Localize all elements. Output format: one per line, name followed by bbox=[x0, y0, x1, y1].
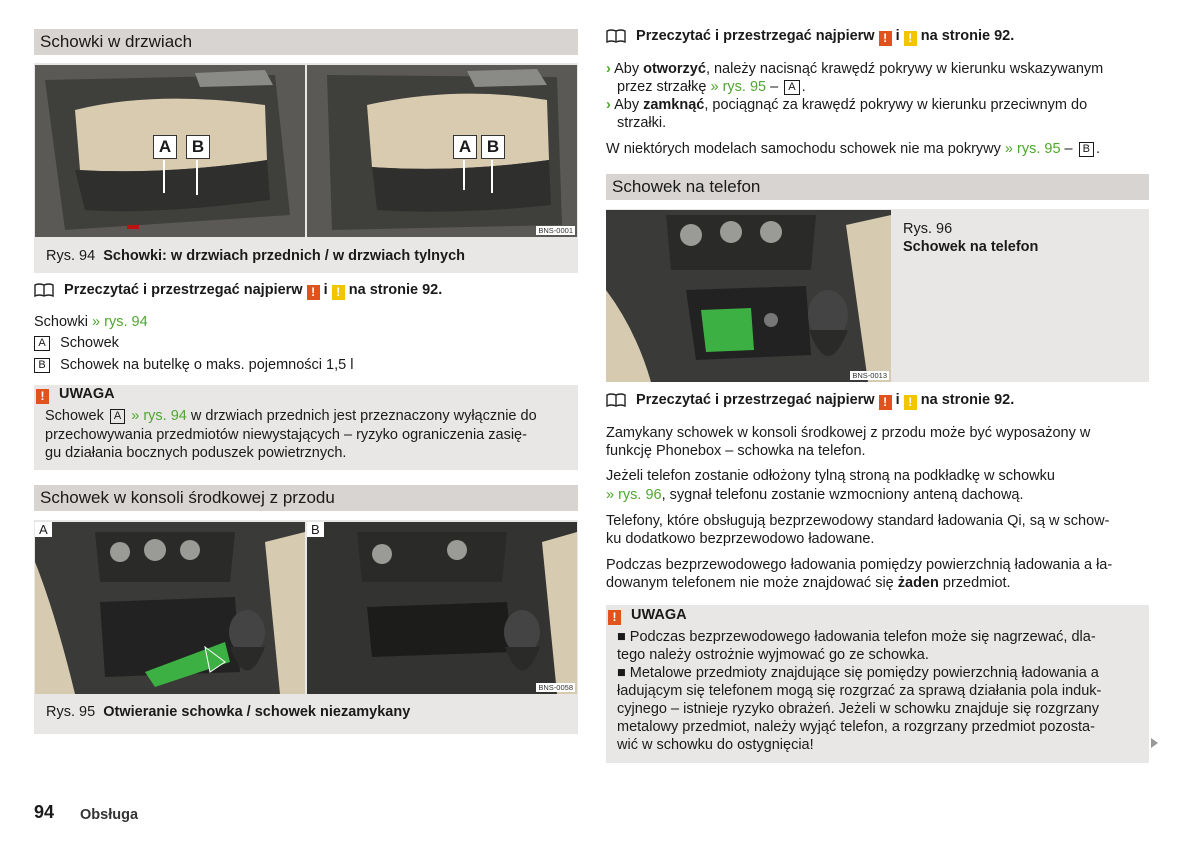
warning-text: gu działania bocznych poduszek powietrznych. bbox=[45, 445, 347, 461]
read-first-note: Przeczytać i przestrzegać najpierw ! i ! na stronie 92. bbox=[606, 391, 1014, 412]
book-icon bbox=[606, 29, 626, 48]
warning-text: ładującym się telefonem mogą się rozgrzać za sprawą działania pola induk- bbox=[617, 683, 1102, 699]
figure-96-caption-title: Schowek na telefon bbox=[903, 239, 1039, 255]
paragraph: Podczas bezprzewodowego ładowania pomiędzy powierzchnią ładowania a ła- bbox=[606, 557, 1113, 573]
instruction-close: › Aby zamknąć, pociągnąć za krawędź pokrywy w kierunku przeciwnym do bbox=[606, 97, 1088, 113]
instruction-open: przez strzałkę » rys. 95 – A . bbox=[617, 79, 806, 95]
page-number: 94 bbox=[34, 802, 55, 822]
chevron-right-icon: › bbox=[606, 61, 611, 77]
exclamation-icon: ! bbox=[608, 610, 621, 625]
figure-link[interactable]: » rys. 94 bbox=[131, 408, 187, 424]
figure-link[interactable]: » rys. 95 bbox=[710, 79, 767, 95]
console-open-image bbox=[35, 522, 305, 694]
exclamation-icon: ! bbox=[904, 395, 917, 410]
figure-95-caption: Rys. 95 Otwieranie schowka / schowek niezamykany bbox=[46, 704, 411, 720]
exclamation-icon: ! bbox=[879, 395, 892, 410]
read-first-note: Przeczytać i przestrzegać najpierw ! i ! na stronie 92. bbox=[606, 27, 1014, 48]
figure-code: BNS-0001 bbox=[538, 226, 573, 235]
figure-96-box bbox=[606, 209, 1149, 382]
paragraph: » rys. 96, sygnał telefonu zostanie wzmocniony anteną dachową. bbox=[606, 487, 1024, 503]
paragraph: dowanym telefonem nie może znajdować się żaden przedmiot. bbox=[606, 575, 1011, 591]
warning-text: ■ Metalowe przedmioty znajdujące się pomiędzy powierzchnią ładowania a bbox=[617, 665, 1099, 681]
section-title-center-console: Schowek w konsoli środkowej z przodu bbox=[34, 485, 578, 511]
figure-94-caption: Rys. 94 Schowki: w drzwiach przednich / w drzwiach tylnych bbox=[46, 248, 465, 264]
warning-text: ■ Podczas bezprzewodowego ładowania telefon może się nagrzewać, dla- bbox=[617, 629, 1096, 645]
label-b: B bbox=[481, 135, 505, 159]
chevron-right-icon: › bbox=[606, 97, 611, 113]
exclamation-icon: ! bbox=[879, 31, 892, 46]
figure-link[interactable]: » rys. 95 bbox=[1004, 141, 1061, 157]
warning-text: Schowek A » rys. 94 w drzwiach przednich jest przeznaczony wyłącznie do bbox=[45, 408, 537, 424]
pockets-heading: Schowki » rys. 94 bbox=[34, 314, 148, 330]
list-item: B Schowek na butelkę o maks. pojemności 1,5 l bbox=[34, 356, 353, 374]
figure-95-box bbox=[34, 520, 578, 734]
warning-text: cyjnego – istnieje ryzyko obrażeń. Jeżeli w schowku znajduje się rozgrzany bbox=[617, 701, 1099, 717]
book-icon bbox=[606, 393, 626, 412]
warning-box bbox=[34, 385, 578, 470]
triangle-right-icon bbox=[1151, 738, 1158, 748]
figure-94-box bbox=[34, 63, 578, 273]
exclamation-icon: ! bbox=[904, 31, 917, 46]
instruction-open: › Aby otworzyć, należy nacisnąć krawędź pokrywy w kierunku wskazywanym bbox=[606, 61, 1104, 77]
paragraph: Telefony, które obsługują bezprzewodowy standard ładowania Qi, są w schow- bbox=[606, 513, 1110, 529]
exclamation-icon: ! bbox=[307, 285, 320, 300]
book-icon bbox=[34, 283, 54, 302]
figure-label-a: A bbox=[35, 522, 52, 537]
instruction-close: strzałki. bbox=[617, 115, 667, 131]
exclamation-icon: ! bbox=[332, 285, 345, 300]
section-title-phone-box: Schowek na telefon bbox=[606, 174, 1149, 200]
figure-code: BNS-0013 bbox=[852, 371, 887, 380]
warning-text: wić w schowku do ostygnięcia! bbox=[617, 737, 814, 753]
warning-text: przechowywania przedmiotów niewystających – ryzyko ograniczenia zasię- bbox=[45, 427, 527, 443]
paragraph: ku dodatkowo bezprzewodowo ładowane. bbox=[606, 531, 875, 547]
front-door-image bbox=[35, 65, 305, 237]
figure-link[interactable]: » rys. 96 bbox=[606, 487, 662, 503]
warning-title: ! UWAGA bbox=[36, 385, 115, 404]
exclamation-icon: ! bbox=[36, 389, 49, 404]
section-title-door-pockets: Schowki w drzwiach bbox=[34, 29, 578, 55]
warning-text: metalowy przedmiot, należy wyjąć telefon, a rozgrzany przedmiot pozosta- bbox=[617, 719, 1095, 735]
label-b: B bbox=[186, 135, 210, 159]
paragraph: Jeżeli telefon zostanie odłożony tylną stroną na podkładkę w schowku bbox=[606, 468, 1055, 484]
footer-section: Obsługa bbox=[80, 807, 139, 823]
models-note: W niektórych modelach samochodu schowek nie ma pokrywy » rys. 95 – B . bbox=[606, 141, 1101, 157]
label-a: A bbox=[153, 135, 177, 159]
paragraph: Zamykany schowek w konsoli środkowej z przodu może być wyposażony w bbox=[606, 425, 1091, 441]
list-item: A Schowek bbox=[34, 334, 119, 352]
warning-title: ! UWAGA bbox=[608, 606, 687, 625]
label-a: A bbox=[453, 135, 477, 159]
figure-label-b: B bbox=[307, 522, 324, 537]
figure-code: BNS-0058 bbox=[538, 683, 573, 692]
warning-text: tego należy ostrożnie wyjmować go ze schowka. bbox=[617, 647, 929, 663]
warning-box bbox=[606, 605, 1149, 763]
phone-box-image bbox=[606, 210, 891, 382]
console-no-cover-image bbox=[307, 522, 577, 694]
figure-link[interactable]: » rys. 94 bbox=[92, 314, 148, 330]
read-first-note: Przeczytać i przestrzegać najpierw ! i ! na stronie 92. bbox=[34, 281, 442, 302]
rear-door-image bbox=[307, 65, 577, 237]
figure-96-caption-prefix: Rys. 96 bbox=[903, 221, 953, 237]
paragraph: funkcję Phonebox – schowka na telefon. bbox=[606, 443, 866, 459]
